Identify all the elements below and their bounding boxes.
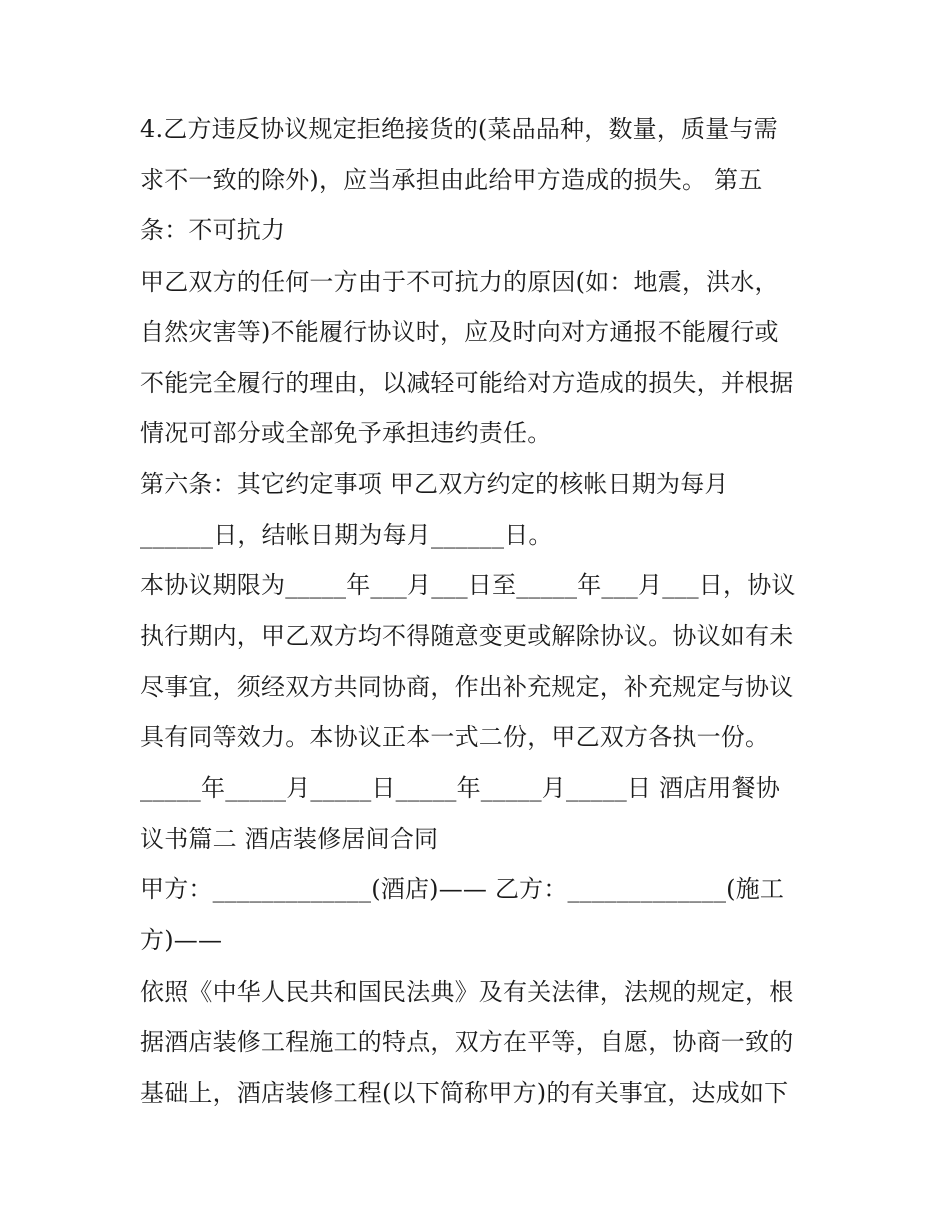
text-line: 不能完全履行的理由，以减轻可能给对方造成的损失，并根据: [140, 369, 794, 397]
text-line: 第六条：其它约定事项 甲乙双方约定的核帐日期为每月: [140, 470, 729, 498]
text-line: 甲乙双方的任何一方由于不可抗力的原因(如：地震，洪水，: [140, 268, 779, 296]
text-line: 自然灾害等)不能履行协议时，应及时向对方通报不能履行或: [140, 318, 779, 346]
text-line: 执行期内，甲乙双方均不得随意变更或解除协议。协议如有未: [140, 622, 794, 650]
text-line: 甲方：_____________(酒店)—— 乙方：_____________(施工: [140, 875, 785, 903]
text-line: _____年_____月_____日_____年_____月_____日 酒店用餐协: [140, 774, 781, 802]
text-line: 本协议期限为_____年___月___日至_____年___月___日，协议: [140, 571, 796, 599]
text-line: 基础上，酒店装修工程(以下简称甲方)的有关事宜，达成如下: [140, 1079, 789, 1107]
text-line: 求不一致的除外)，应当承担由此给甲方造成的损失。 第五: [140, 166, 763, 194]
text-line: ______日，结帐日期为每月______日。: [140, 521, 553, 549]
text-line: 据酒店装修工程施工的特点，双方在平等，自愿，协商一致的: [140, 1028, 794, 1056]
text-line: 尽事宜，须经双方共同协商，作出补充规定，补充规定与协议: [140, 673, 794, 701]
text-line: 具有同等效力。本协议正本一式二份，甲乙双方各执一份。: [140, 723, 770, 751]
text-line: 条：不可抗力: [140, 216, 286, 244]
text-line: 议书篇二 酒店装修居间合同: [140, 825, 439, 853]
text-line: 依照《中华人民共和国民法典》及有关法律，法规的规定，根: [140, 978, 794, 1006]
text-line: 情况可部分或全部免予承担违约责任。: [140, 419, 552, 447]
text-line: 4.乙方违反协议规定拒绝接货的(菜品品种，数量，质量与需: [140, 115, 778, 143]
text-line: 方)——: [140, 926, 223, 954]
